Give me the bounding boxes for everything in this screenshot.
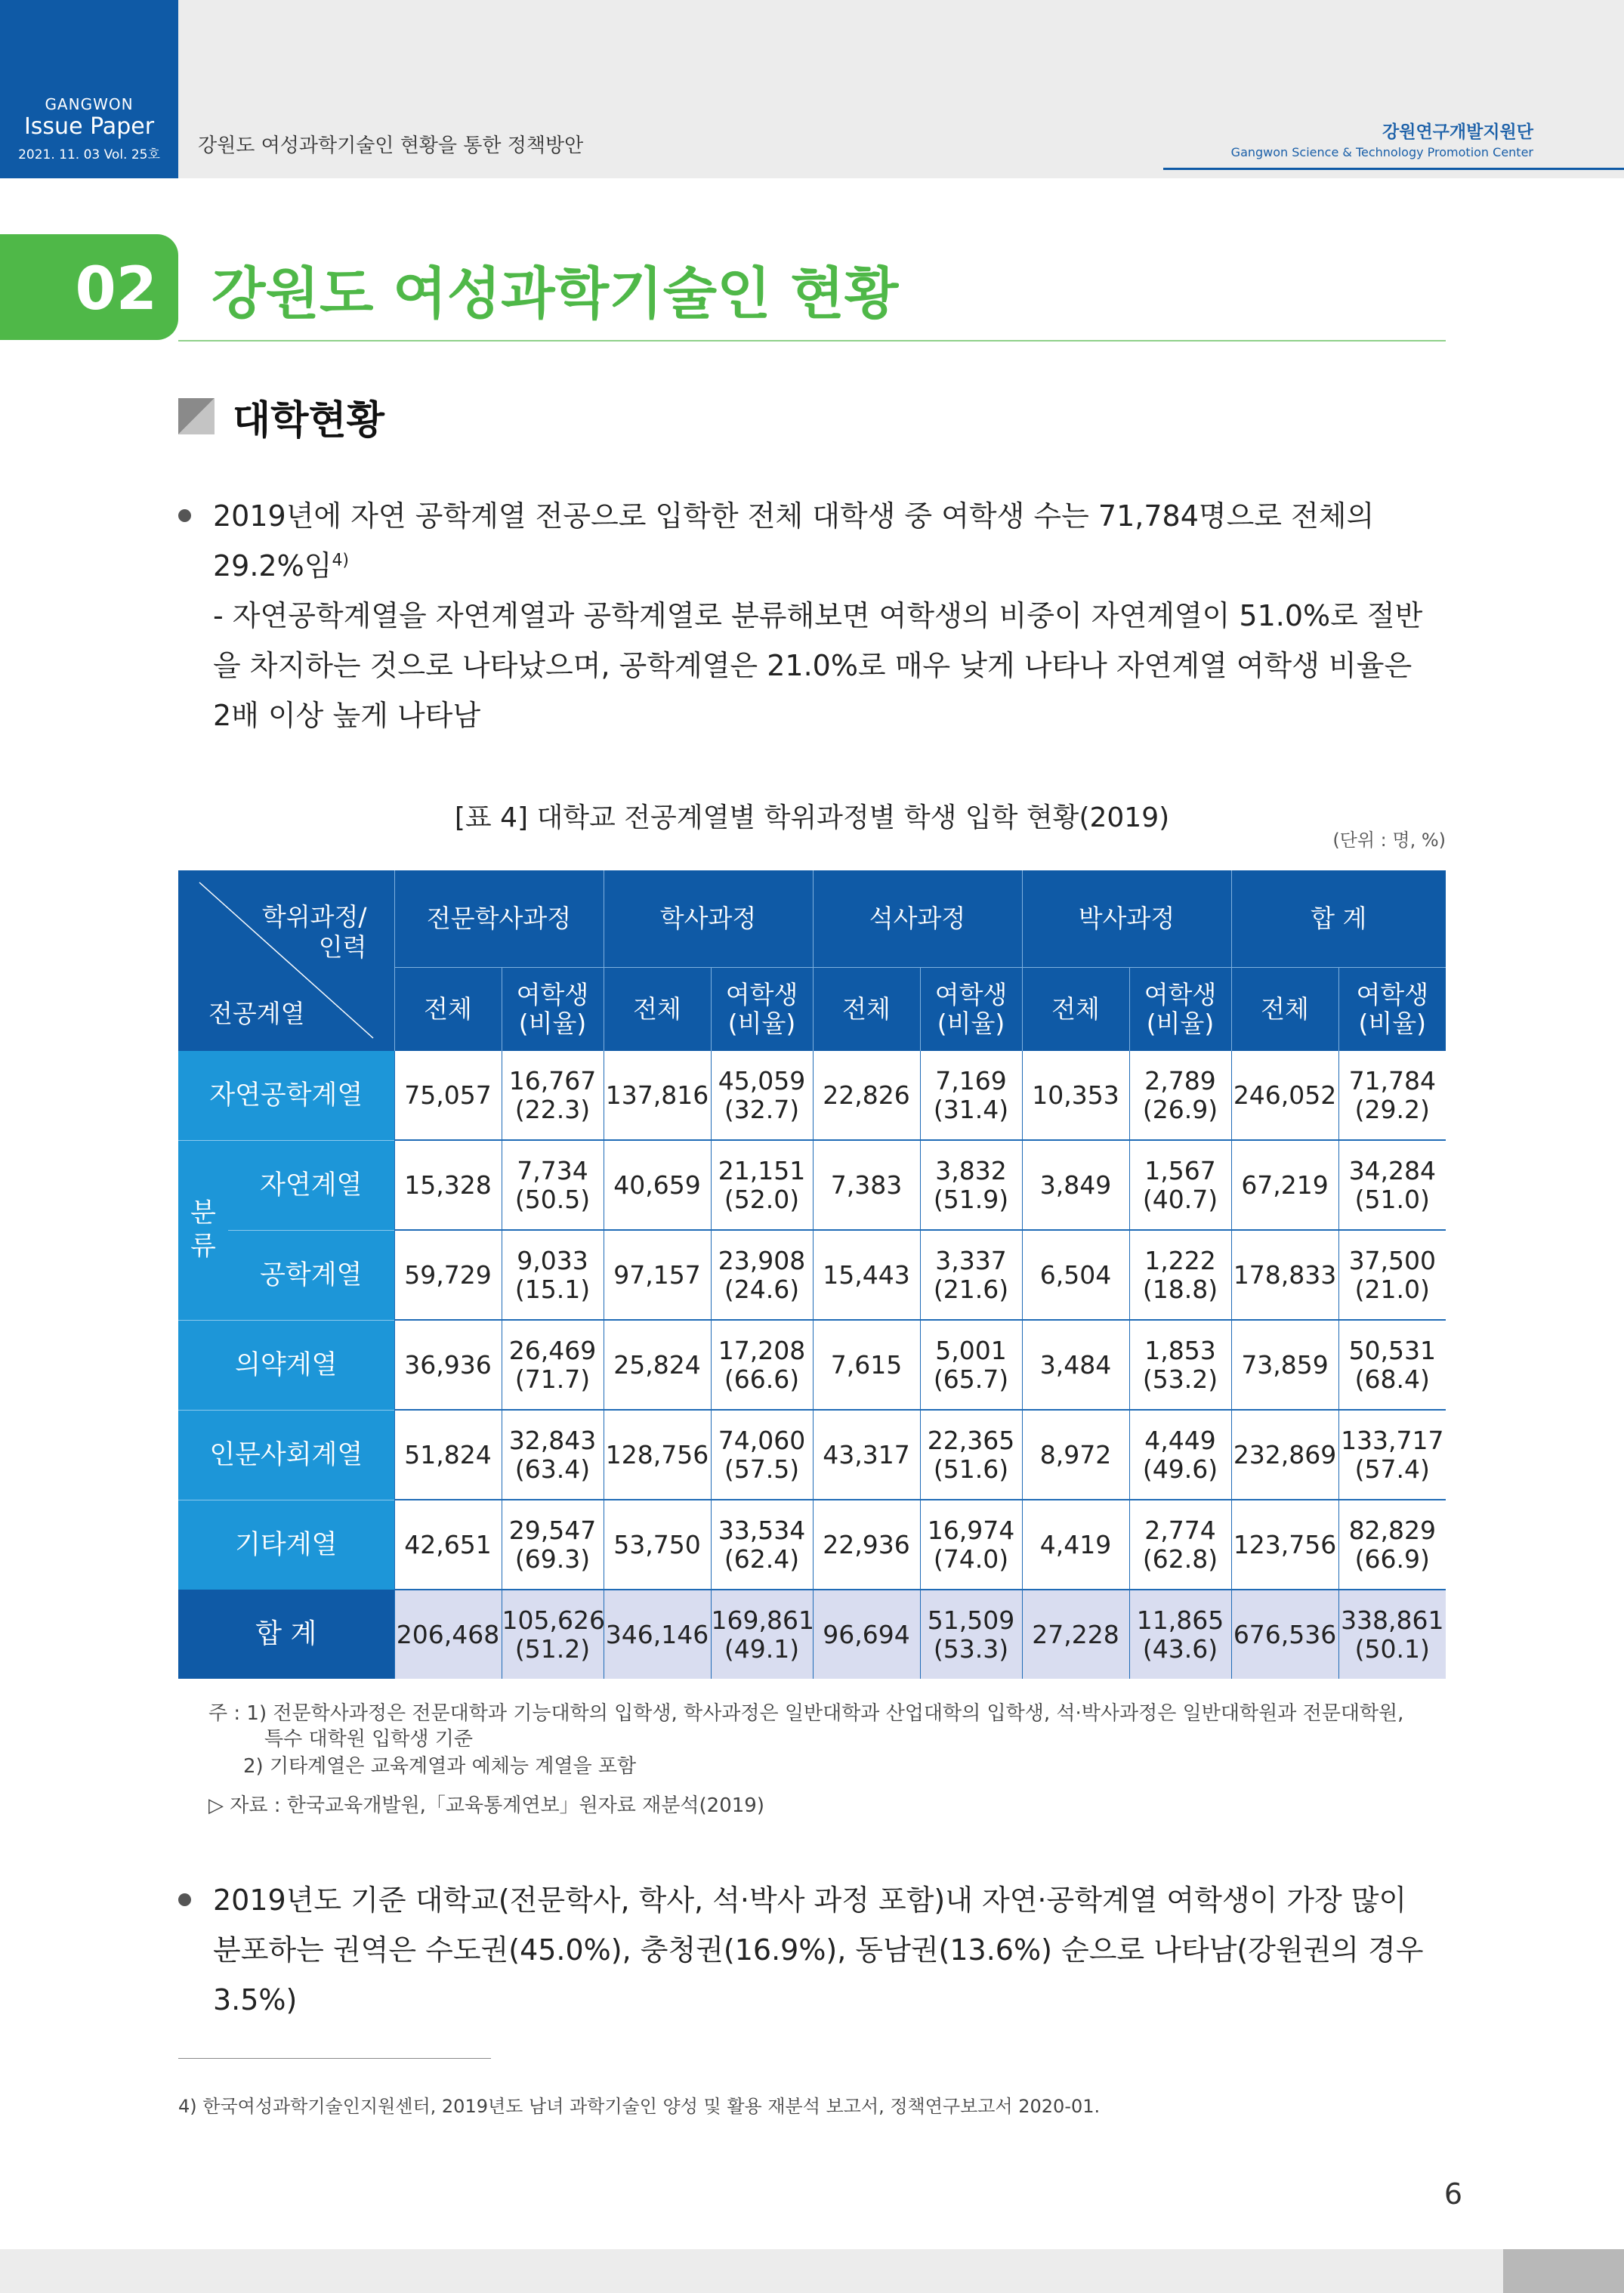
source-note: ▷ 자료 : 한국교육개발원,「교육통계연보」원자료 재분석(2019) <box>208 1794 764 1817</box>
table-cell: 15,328 <box>394 1140 502 1230</box>
table-cell: 169,861 (49.1) <box>711 1590 813 1679</box>
group-header: 박사과정 <box>1022 870 1231 968</box>
sub-header-female: 여학생 (비율) <box>711 968 813 1052</box>
table-cell: 51,824 <box>394 1410 502 1500</box>
table-cell: 22,365 (51.6) <box>920 1410 1022 1500</box>
table-cell: 97,157 <box>604 1230 711 1320</box>
table-cell: 82,829 (66.9) <box>1338 1500 1446 1590</box>
row-label: 공학계열 <box>228 1230 394 1320</box>
table-row <box>178 1500 1446 1590</box>
table-cell: 17,208 (66.6) <box>711 1320 813 1410</box>
table-cell: 3,337 (21.6) <box>920 1230 1022 1320</box>
corner-bottom: 전공계열 <box>208 999 305 1028</box>
table-cell: 123,756 <box>1231 1500 1338 1590</box>
table-cell: 3,849 <box>1022 1140 1129 1230</box>
table-cell: 338,861 (50.1) <box>1338 1590 1446 1679</box>
table-cell: 27,228 <box>1022 1590 1129 1679</box>
table-cell: 10,353 <box>1022 1051 1129 1140</box>
table-cell: 9,033 (15.1) <box>502 1230 604 1320</box>
table-cell: 75,057 <box>394 1051 502 1140</box>
para1-line3: - 자연공학계열을 자연계열과 공학계열로 분류해보면 여학생의 비중이 자연계열이 51.0%로 절반 <box>213 599 1423 632</box>
org-name-kr: 강원연구개발지원단 <box>1382 122 1533 142</box>
issue-date: 2021. 11. 03 Vol. 25호 <box>18 147 160 162</box>
header-rule <box>1163 168 1624 170</box>
table-cell: 246,052 <box>1231 1051 1338 1140</box>
row-label: 자연공학계열 <box>178 1051 394 1140</box>
table-cell: 51,509 (53.3) <box>920 1590 1022 1679</box>
group-header: 합 계 <box>1231 870 1446 968</box>
row-label: 자연계열 <box>228 1140 394 1230</box>
table-cell: 50,531 (68.4) <box>1338 1320 1446 1410</box>
sub-header-total: 전체 <box>604 968 711 1052</box>
table-cell: 74,060 (57.5) <box>711 1410 813 1500</box>
sub-header-total: 전체 <box>813 968 920 1052</box>
table-caption: [표 4] 대학교 전공계열별 학위과정별 학생 입학 현황(2019) <box>454 802 1170 833</box>
org-name-en: Gangwon Science & Technology Promotion Center <box>1230 145 1533 159</box>
page-number: 6 <box>1443 2177 1462 2211</box>
table-cell: 37,500 (21.0) <box>1338 1230 1446 1320</box>
table-cell: 71,784 (29.2) <box>1338 1051 1446 1140</box>
group-header: 전문학사과정 <box>394 870 604 968</box>
table-cell: 2,789 (26.9) <box>1129 1051 1231 1140</box>
table-cell: 45,059 (32.7) <box>711 1051 813 1140</box>
table-cell: 8,972 <box>1022 1410 1129 1500</box>
table-cell: 232,869 <box>1231 1410 1338 1500</box>
table-cell: 23,908 (24.6) <box>711 1230 813 1320</box>
row-label: 기타계열 <box>178 1500 394 1590</box>
table-cell: 676,536 <box>1231 1590 1338 1679</box>
table-cell: 7,169 (31.4) <box>920 1051 1022 1140</box>
table-cell: 178,833 <box>1231 1230 1338 1320</box>
split-label: 분 류 <box>178 1140 228 1320</box>
square-bullet-icon <box>178 398 215 434</box>
table-cell: 73,859 <box>1231 1320 1338 1410</box>
table-cell: 133,717 (57.4) <box>1338 1410 1446 1500</box>
note-1b: 특수 대학원 입학생 기준 <box>264 1728 473 1751</box>
table-cell: 34,284 (51.0) <box>1338 1140 1446 1230</box>
table-row-total <box>178 1590 1446 1679</box>
para2-line2: 분포하는 권역은 수도권(45.0%), 충청권(16.9%), 동남권(13.6%) 순으로 나타남(강원권의 경우 <box>213 1933 1424 1967</box>
footnote-rule <box>178 2058 491 2059</box>
table-cell: 346,146 <box>604 1590 711 1679</box>
table-cell: 11,865 (43.6) <box>1129 1590 1231 1679</box>
table-cell: 16,974 (74.0) <box>920 1500 1022 1590</box>
paragraph-2 <box>213 1875 1452 2025</box>
table-corner-cell <box>178 870 394 1051</box>
table-cell: 206,468 <box>394 1590 502 1679</box>
paragraph-1 <box>213 491 1452 740</box>
footer-bar <box>0 2249 1624 2293</box>
table-cell: 4,419 <box>1022 1500 1129 1590</box>
table-cell: 5,001 (65.7) <box>920 1320 1022 1410</box>
footnote: 4) 한국여성과학기술인지원센터, 2019년도 남녀 과학기술인 양성 및 활용 재분석 보고서, 정책연구보고서 2020-01. <box>178 2096 1101 2117</box>
table-cell: 53,750 <box>604 1500 711 1590</box>
corner-top: 학위과정/ <box>261 902 367 932</box>
sub-header-total: 전체 <box>1022 968 1129 1052</box>
section-number-badge <box>0 234 178 340</box>
table-cell: 22,936 <box>813 1500 920 1590</box>
group-header: 학사과정 <box>604 870 813 968</box>
doc-title: 강원도 여성과학기술인 현황을 통한 정책방안 <box>198 134 584 157</box>
sub-header-female: 여학생 (비율) <box>1338 968 1446 1052</box>
para2-line1: 2019년도 기준 대학교(전문학사, 학사, 석·박사 과정 포함)내 자연·공학계열 여학생이 가장 많이 <box>213 1884 1407 1917</box>
table-cell: 3,484 <box>1022 1320 1129 1410</box>
table-cell: 7,734 (50.5) <box>502 1140 604 1230</box>
table-cell: 1,853 (53.2) <box>1129 1320 1231 1410</box>
table-cell: 59,729 <box>394 1230 502 1320</box>
brand-small: GANGWON <box>45 95 134 113</box>
para1-line4: 을 차지하는 것으로 나타났으며, 공학계열은 21.0%로 매우 낮게 나타나 자연계열 여학생 비율은 <box>213 649 1413 682</box>
subsection-title: 대학현황 <box>233 398 384 443</box>
sub-header-total: 전체 <box>1231 968 1338 1052</box>
table-cell: 32,843 (63.4) <box>502 1410 604 1500</box>
para1-line1: 2019년에 자연 공학계열 전공으로 입학한 전체 대학생 중 여학생 수는 71,784명으로 전체의 <box>213 499 1375 533</box>
table-cell: 33,534 (62.4) <box>711 1500 813 1590</box>
sub-header-female: 여학생 (비율) <box>502 968 604 1052</box>
table-unit: (단위 : 명, %) <box>1332 830 1446 851</box>
table-cell: 1,222 (18.8) <box>1129 1230 1231 1320</box>
table-cell: 6,504 <box>1022 1230 1129 1320</box>
table-cell: 29,547 (69.3) <box>502 1500 604 1590</box>
table-row <box>178 1140 1446 1230</box>
table-cell: 21,151 (52.0) <box>711 1140 813 1230</box>
note-2: 2) 기타계열은 교육계열과 예체능 계열을 포함 <box>243 1755 637 1778</box>
row-label: 의약계열 <box>178 1320 394 1410</box>
table-cell: 96,694 <box>813 1590 920 1679</box>
footnote-ref: 4) <box>332 551 350 570</box>
table-cell: 137,816 <box>604 1051 711 1140</box>
row-label: 합 계 <box>178 1590 394 1679</box>
sub-header-total: 전체 <box>394 968 502 1052</box>
table-cell: 1,567 (40.7) <box>1129 1140 1231 1230</box>
table-cell: 36,936 <box>394 1320 502 1410</box>
table-cell: 43,317 <box>813 1410 920 1500</box>
sub-header-female: 여학생 (비율) <box>1129 968 1231 1052</box>
para2-line3: 3.5%) <box>213 1983 298 2016</box>
table-cell: 7,615 <box>813 1320 920 1410</box>
group-header: 석사과정 <box>813 870 1022 968</box>
para1-line5: 2배 이상 높게 나타남 <box>213 699 481 732</box>
bullet-dot-icon <box>178 509 191 522</box>
brand-main: Issue Paper <box>23 113 155 140</box>
table-cell: 2,774 (62.8) <box>1129 1500 1231 1590</box>
section-title: 강원도 여성과학기술인 현황 <box>211 261 899 326</box>
table-cell: 26,469 (71.7) <box>502 1320 604 1410</box>
bullet-dot-icon <box>178 1893 191 1906</box>
table-cell: 3,832 (51.9) <box>920 1140 1022 1230</box>
issue-paper-badge <box>0 0 178 178</box>
para1-line2: 29.2%임$^{4)}$ <box>213 549 350 583</box>
table-cell: 15,443 <box>813 1230 920 1320</box>
table-cell: 105,626 (51.2) <box>502 1590 604 1679</box>
table-cell: 67,219 <box>1231 1140 1338 1230</box>
table-row <box>178 1410 1446 1500</box>
note-1: 주 : 1) 전문학사과정은 전문대학과 기능대학의 입학생, 학사과정은 일반대학과 산업대학의 입학생, 석·박사과정은 일반대학원과 전문대학원, <box>208 1702 1404 1725</box>
row-label: 인문사회계열 <box>178 1410 394 1500</box>
table-cell: 16,767 (22.3) <box>502 1051 604 1140</box>
admission-table <box>178 870 1446 1679</box>
table-cell: 7,383 <box>813 1140 920 1230</box>
table-cell: 42,651 <box>394 1500 502 1590</box>
corner-top2: 인력 <box>318 932 367 962</box>
table-cell: 128,756 <box>604 1410 711 1500</box>
table-cell: 4,449 (49.6) <box>1129 1410 1231 1500</box>
sub-header-female: 여학생 (비율) <box>920 968 1022 1052</box>
table-row <box>178 1051 1446 1140</box>
table-cell: 40,659 <box>604 1140 711 1230</box>
table-cell: 25,824 <box>604 1320 711 1410</box>
table-row <box>178 1230 1446 1320</box>
section-rule <box>178 340 1446 341</box>
section-number: 02 <box>75 255 157 323</box>
table-cell: 22,826 <box>813 1051 920 1140</box>
table-row <box>178 1320 1446 1410</box>
footer-bar-accent <box>1503 2249 1624 2293</box>
